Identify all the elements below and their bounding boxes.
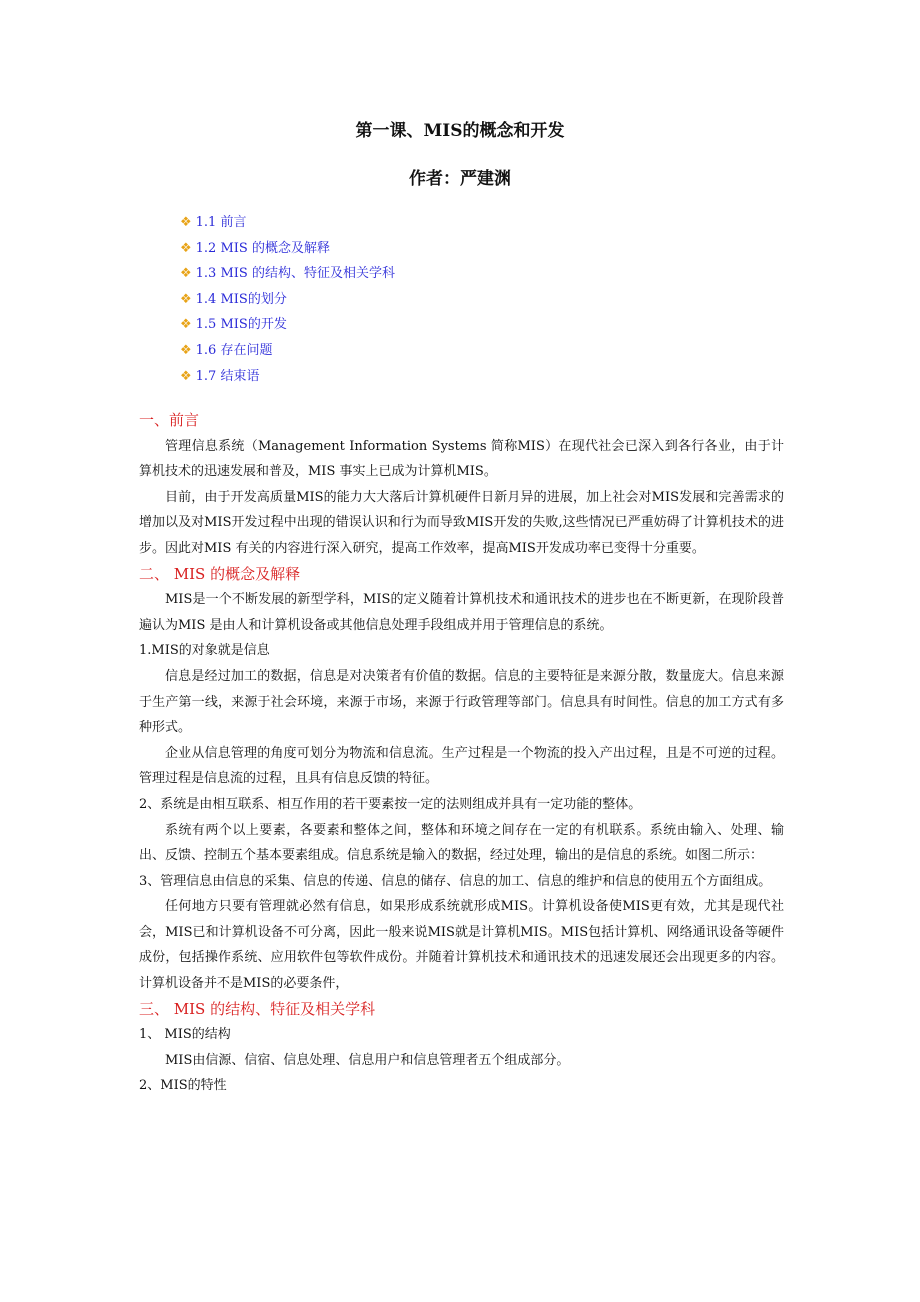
diamond-bullet-icon: ❖ xyxy=(180,240,192,256)
toc-item-1-5[interactable] xyxy=(180,314,395,340)
diamond-bullet-icon: ❖ xyxy=(180,342,192,358)
subheading: 1、 MIS的结构 xyxy=(139,1027,231,1043)
toc-link[interactable]: 1.6 存在问题 xyxy=(195,342,273,358)
toc-item-1-2[interactable] xyxy=(180,238,395,264)
toc-link[interactable]: 1.7 结束语 xyxy=(195,368,260,384)
toc-link[interactable]: 1.5 MIS的开发 xyxy=(195,317,287,333)
document-body xyxy=(139,408,784,1099)
diamond-bullet-icon: ❖ xyxy=(180,266,192,282)
toc-item-1-6[interactable] xyxy=(180,340,395,366)
subheading: 3、管理信息由信息的采集、信息的传递、信息的储存、信息的加工、信息的维护和信息的使用五个方面组成。 xyxy=(139,873,772,889)
toc-item-1-4[interactable] xyxy=(180,289,395,315)
toc-item-1-3[interactable] xyxy=(180,263,395,289)
section-heading: 一、前言 xyxy=(139,411,200,429)
subheading: 1.MIS的对象就是信息 xyxy=(139,643,270,659)
diamond-bullet-icon: ❖ xyxy=(180,291,192,307)
page-title: 第一课、MIS的概念和开发 xyxy=(355,121,565,141)
toc-link[interactable]: 1.3 MIS 的结构、特征及相关学科 xyxy=(195,266,395,282)
toc-link[interactable]: 1.4 MIS的划分 xyxy=(195,291,287,307)
paragraph: MIS是一个不断发展的新型学科，MIS的定义随着计算机技术和通讯技术的进步也在不断更新，在现阶段普遍认为MIS 是由人和计算机设备或其他信息处理手段组成并用于管理信息的系统。 xyxy=(139,592,784,633)
paragraph: 目前，由于开发高质量MIS的能力大大落后计算机硬件日新月异的进展，加上社会对MIS发展和完善需求的增加以及对MIS开发过程中出现的错误认识和行为而导致MIS开发的失败,这些情况已严重妨碍了计算机技术的进步。因此对MIS 有关的内容进行深入研究，提高工作效率，提高MIS开发成功率已变得十分重要。 xyxy=(139,489,784,556)
section-heading: 三、 MIS 的结构、特征及相关学科 xyxy=(139,999,376,1018)
paragraph: 企业从信息管理的角度可划分为物流和信息流。生产过程是一个物流的投入产出过程，且是不可逆的过程。管理过程是信息流的过程，且具有信息反馈的特征。 xyxy=(139,745,784,787)
toc-item-1-7[interactable] xyxy=(180,366,395,392)
subheading: 2、系统是由相互联系、相互作用的若干要素按一定的法则组成并具有一定功能的整体。 xyxy=(139,796,642,812)
toc-link[interactable]: 1.2 MIS 的概念及解释 xyxy=(195,240,330,256)
diamond-bullet-icon: ❖ xyxy=(180,215,192,230)
diamond-bullet-icon: ❖ xyxy=(180,317,192,333)
paragraph: 系统有两个以上要素，各要素和整体之间，整体和环境之间存在一定的有机联系。系统由输入、处理、输出、反馈、控制五个基本要素组成。信息系统是输入的数据，经过处理，输出的是信息的系统。如图二所示： xyxy=(139,822,784,864)
paragraph: MIS由信源、信宿、信息处理、信息用户和信息管理者五个组成部分。 xyxy=(165,1052,570,1068)
author-line: 作者：严建渊 xyxy=(409,169,511,189)
paragraph: 任何地方只要有管理就必然有信息，如果形成系统就形成MIS。计算机设备使MIS更有效，尤其是现代社会，MIS已和计算机设备不可分离，因此一般来说MIS就是计算机MIS。MIS包括计算机、网络通讯设备等硬件成份，包括操作系统、应用软件包等软件成份。并随着计算机技术和通讯技术的迅速发展还会出现更多的内容。计算机设备并不是MIS的必要条件， xyxy=(139,899,784,992)
toc-item-1-1[interactable] xyxy=(180,212,395,238)
paragraph: 信息是经过加工的数据，信息是对决策者有价值的数据。信息的主要特征是来源分散，数量庞大。信息来源于生产第一线，来源于社会环境，来源于市场，来源于行政管理等部门。信息具有时间性。信息的加工方式有多种形式。 xyxy=(139,668,784,736)
subheading: 2、MIS的特性 xyxy=(139,1078,227,1094)
section-heading: 二、 MIS 的概念及解释 xyxy=(139,564,301,583)
table-of-contents xyxy=(180,212,395,391)
paragraph: 管理信息系统（Management Information Systems 简称MIS）在现代社会已深入到各行各业，由于计算机技术的迅速发展和普及，MIS 事实上已成为计算机MIS。 xyxy=(139,438,784,480)
diamond-bullet-icon: ❖ xyxy=(180,368,192,384)
toc-link[interactable]: 1.1 前言 xyxy=(195,215,247,230)
